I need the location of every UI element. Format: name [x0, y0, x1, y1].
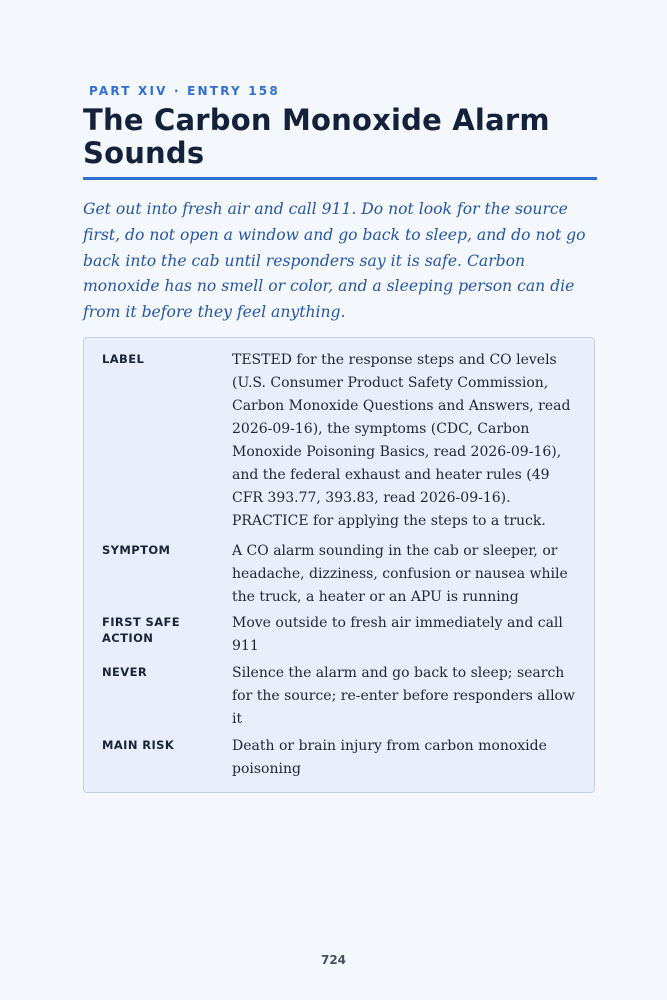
fact-value: A CO alarm sounding in the cab or sleeper, or headache, dizziness, confusion or nausea while the truck, a heater or an APU is running: [232, 543, 568, 605]
fact-value: TESTED for the response steps and CO levels (U.S. Consumer Product Safety Commission, Carbon Monoxide Questions and Answers, read 2026-09-16), the symptoms (CDC, Carbon Monoxide Poisoning Basics, read 2026-09-16), and the federal exhaust and heater rules (49 CFR 393.77, 393.83, read 2026-09-16). PRACTICE for applying the steps to a truck.: [232, 352, 571, 529]
fact-value: Death or brain injury from carbon monoxide poisoning: [232, 738, 547, 777]
fact-value: Silence the alarm and go back to sleep; search for the source; re-enter before responders allow it: [232, 665, 575, 727]
fact-key: MAIN RISK: [102, 738, 175, 752]
fact-panel: [83, 337, 595, 793]
title-rule: [83, 177, 597, 180]
fact-value: Move outside to fresh air immediately and call 911: [232, 615, 563, 654]
lede-paragraph: Get out into fresh air and call 911. Do not look for the source first, do not open a window and go back to sleep, and do not go back into the cab until responders say it is safe. Carbon monoxide has no smell or color, and a sleeping person can die from it before they feel anything.: [83, 200, 586, 322]
section-kicker: PART XIV · ENTRY 158: [89, 84, 280, 98]
fact-key: LABEL: [102, 352, 145, 366]
page-number: 724: [320, 953, 347, 967]
fact-key: FIRST SAFE ACTION: [102, 615, 181, 645]
fact-key: SYMPTOM: [102, 543, 171, 557]
fact-key: NEVER: [102, 665, 148, 679]
page-title: The Carbon Monoxide Alarm Sounds: [83, 103, 550, 170]
